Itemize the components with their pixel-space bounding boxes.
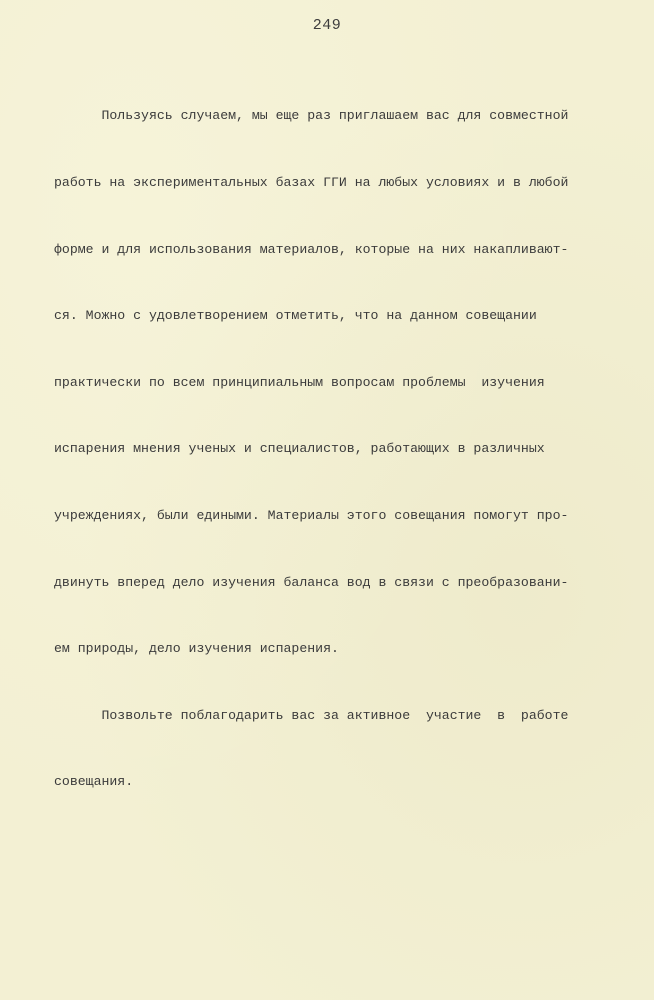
text-line: испарения мнения ученых и специалистов, работающих в различных — [54, 441, 545, 457]
text-line: ем природы, дело изучения испарения. — [54, 641, 339, 657]
text-line: форме и для использования материалов, которые на них накапливают- — [54, 241, 569, 257]
text-line: двинуть вперед дело изучения баланса вод в связи с преобразовани- — [54, 574, 569, 590]
text-line: Пользуясь случаем, мы еще раз приглашаем вас для совместной — [54, 108, 569, 124]
text-line: учреждениях, были едиными. Материалы этого совещания помогут про- — [54, 507, 569, 523]
text-line: работь на экспериментальных базах ГГИ на любых условиях и в любой — [54, 175, 569, 190]
page-number: 249 — [312, 17, 342, 34]
text-line: Позвольте поблагодарить вас за активное участие в работе — [54, 707, 569, 723]
text-line: совещания. — [54, 774, 134, 790]
body-text — [54, 61, 614, 838]
text-line: ся. Можно с удовлетворением отметить, что на данном совещании — [54, 308, 537, 324]
text-line: практически по всем принципиальным вопросам проблемы изучения — [54, 374, 545, 390]
